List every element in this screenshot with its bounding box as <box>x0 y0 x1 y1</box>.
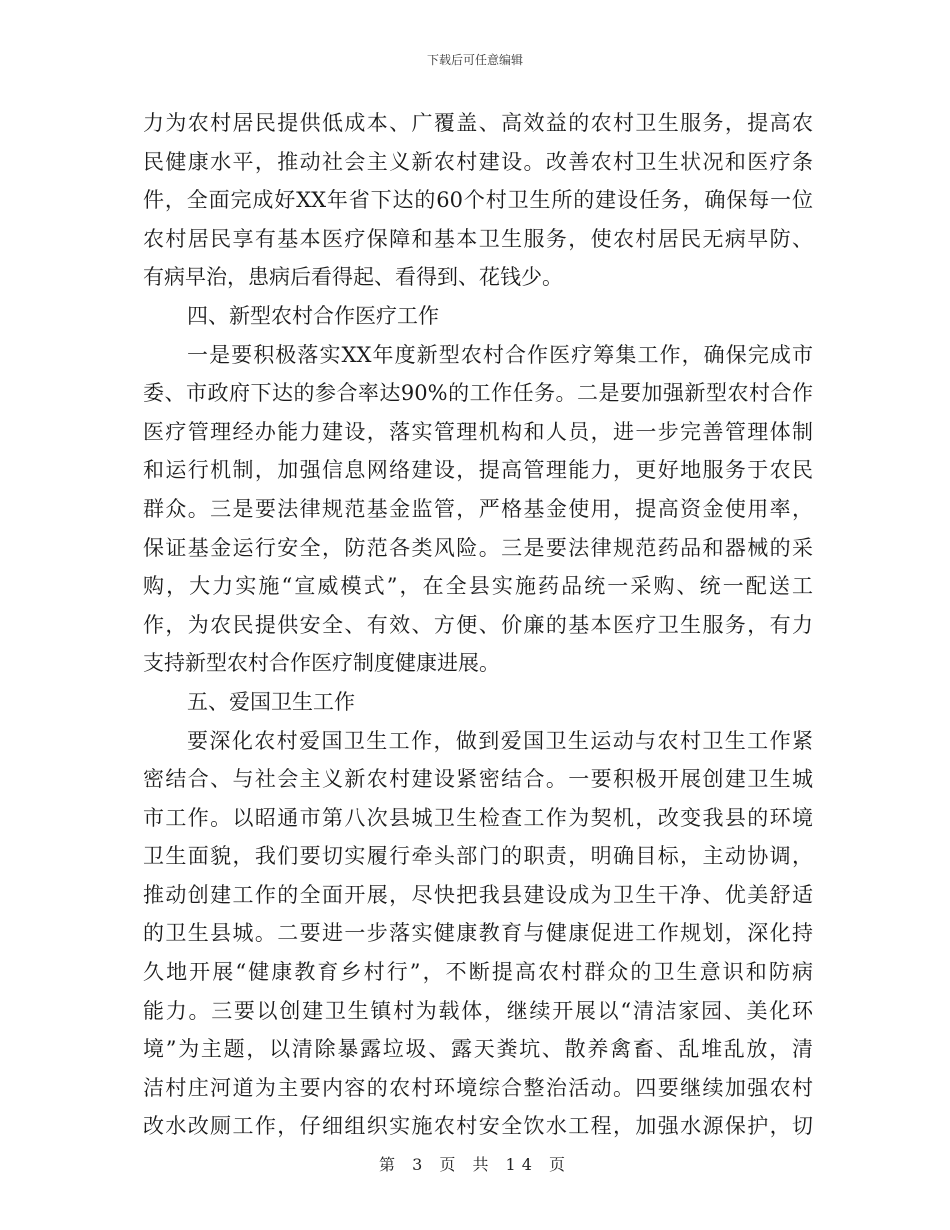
text-line: 洁村庄河道为主要内容的农村环境综合整治活动。四要继续加强农村 <box>143 1075 813 1100</box>
document-body <box>143 104 813 1146</box>
page-header: 下载后可任意编辑 <box>426 53 523 67</box>
text-line: 市工作。以昭通市第八次县城卫生检查工作为契机，改变我县的环境 <box>143 805 813 830</box>
text-line: 作，为农民提供安全、有效、方便、价廉的基本医疗卫生服务，有力 <box>143 612 813 637</box>
text-line: 的卫生县城。二要进一步落实健康教育与健康促进工作规划，深化持 <box>143 921 813 946</box>
text-line: 委、市政府下达的参合率达90%的工作任务。二是要加强新型农村合作 <box>143 381 813 406</box>
text-line: 改水改厕工作，仔细组织实施农村安全饮水工程，加强水源保护，切 <box>143 1114 813 1139</box>
text-line: 卫生面貌，我们要切实履行牵头部门的职责，明确目标，主动协调， <box>143 844 813 869</box>
text-line: 农村居民享有基本医疗保障和基本卫生服务，使农村居民无病早防、 <box>143 226 813 251</box>
text-line: 医疗管理经办能力建设，落实管理机构和人员，进一步完善管理体制 <box>143 419 813 444</box>
text-line: 有病早治，患病后看得起、看得到、花钱少。 <box>143 265 563 290</box>
text-line: 支持新型农村合作医疗制度健康进展。 <box>143 651 500 676</box>
text-line: 件，全面完成好XX年省下达的60个村卫生所的建设任务，确保每一位 <box>143 188 813 213</box>
text-line: 保证基金运行安全，防范各类风险。三是要法律规范药品和器械的采 <box>143 535 813 560</box>
text-line: 能力。三要以创建卫生镇村为载体，继续开展以“清洁家园、美化环 <box>143 998 813 1023</box>
text-line: 境”为主题，以清除暴露垃圾、露天粪坑、散养禽畜、乱堆乱放，清 <box>143 1037 813 1062</box>
section-heading: 四、新型农村合作医疗工作 <box>187 303 439 328</box>
text-line: 久地开展“健康教育乡村行”，不断提高农村群众的卫生意识和防病 <box>143 960 813 985</box>
text-line: 要深化农村爱国卫生工作，做到爱国卫生运动与农村卫生工作紧 <box>187 728 813 753</box>
text-line: 一是要积极落实XX年度新型农村合作医疗筹集工作，确保完成市 <box>187 342 813 367</box>
page-footer: 第 3 页 共 14 页 <box>379 1155 571 1174</box>
text-line: 密结合、与社会主义新农村建设紧密结合。一要积极开展创建卫生城 <box>143 767 813 792</box>
text-line: 民健康水平，推动社会主义新农村建设。改善农村卫生状况和医疗条 <box>143 149 813 174</box>
section-heading: 五、爱国卫生工作 <box>187 689 355 714</box>
text-line: 和运行机制，加强信息网络建设，提高管理能力，更好地服务于农民 <box>143 458 813 483</box>
text-line: 推动创建工作的全面开展，尽快把我县建设成为卫生干净、优美舒适 <box>143 882 813 907</box>
text-line: 群众。三是要法律规范基金监管，严格基金使用，提高资金使用率， <box>143 496 813 521</box>
text-line: 力为农村居民提供低成本、广覆盖、高效益的农村卫生服务，提高农 <box>143 111 813 135</box>
text-line: 购，大力实施“宣威模式”，在全县实施药品统一采购、统一配送工 <box>143 574 813 599</box>
